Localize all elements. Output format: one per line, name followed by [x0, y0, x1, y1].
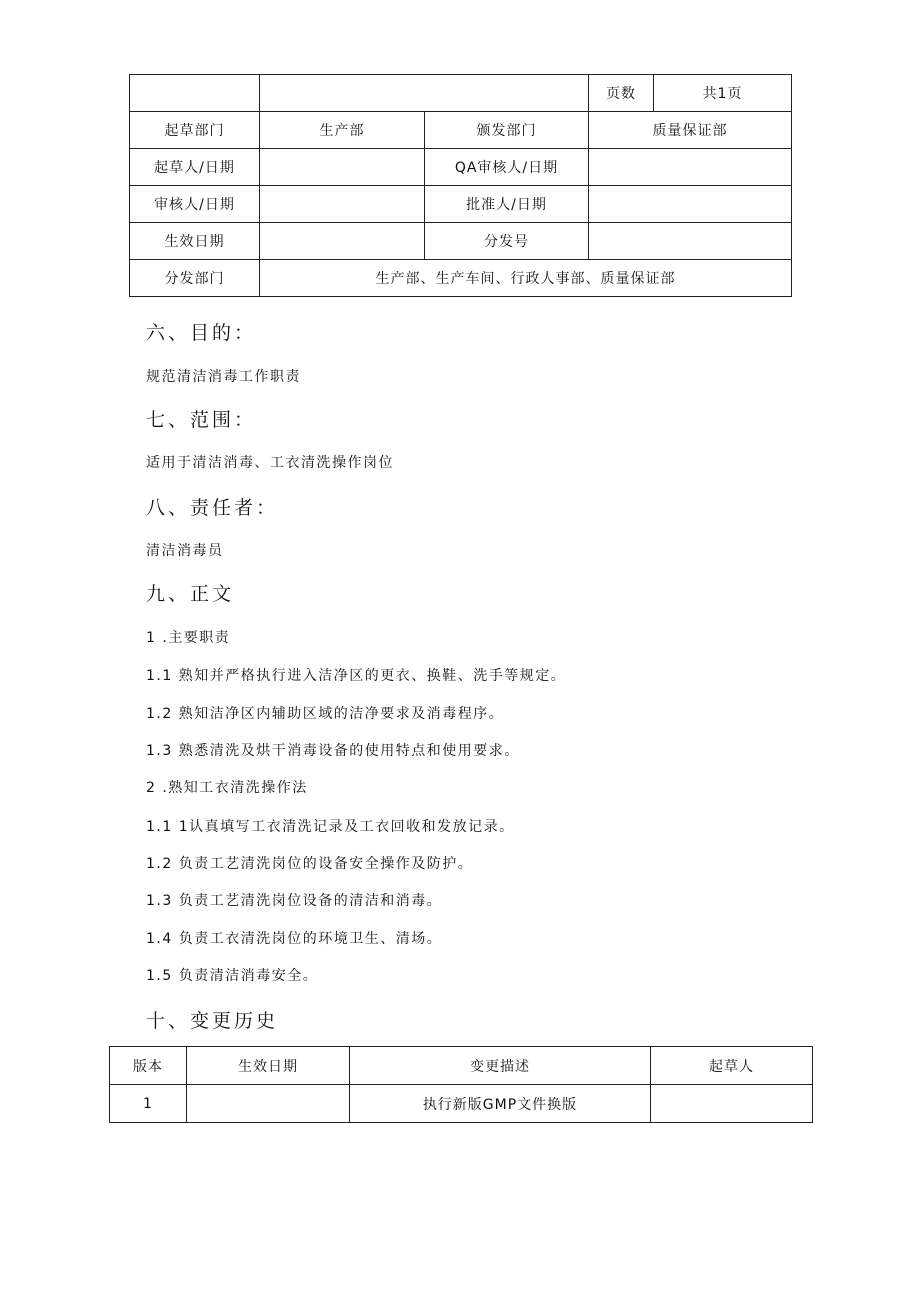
- change-description-cell: 执行新版GMP文件换版: [350, 1085, 651, 1123]
- drafter-label: 起草人/日期: [130, 149, 260, 186]
- table-row: [130, 75, 792, 112]
- qa-reviewer-label: QA审核人/日期: [425, 149, 589, 186]
- scope-heading: 七、范围：: [146, 409, 257, 431]
- column-header: 版本: [110, 1047, 187, 1085]
- reviewer-value: [260, 186, 425, 223]
- qa-reviewer-value: [589, 149, 792, 186]
- body-line: 1.2 负责工艺清洗岗位的设备安全操作及防护。: [146, 856, 474, 872]
- issuing-dept-value: 质量保证部: [589, 112, 792, 149]
- table-row: [130, 260, 792, 297]
- table-row: [130, 149, 792, 186]
- effective-date-cell: [187, 1085, 350, 1123]
- issuing-dept-label: 颁发部门: [425, 112, 589, 149]
- change-history-table: [109, 1046, 813, 1123]
- effective-date-value: [260, 223, 425, 260]
- version-cell: 1: [110, 1085, 187, 1123]
- scope-text: 适用于清洁消毒、工衣清洗操作岗位: [146, 455, 394, 471]
- drafter-cell: [651, 1085, 813, 1123]
- body-line: 1 .主要职责: [146, 630, 231, 646]
- document-header-table: [129, 74, 792, 297]
- blank-cell: [130, 75, 260, 112]
- body-line: 1.3 负责工艺清洗岗位设备的清洁和消毒。: [146, 893, 443, 909]
- body-line: 1.3 熟悉清洗及烘干消毒设备的使用特点和使用要求。: [146, 743, 520, 759]
- table-row: [110, 1085, 813, 1123]
- purpose-text: 规范清洁消毒工作职责: [146, 369, 301, 385]
- blank-cell: [260, 75, 589, 112]
- responsible-text: 清洁消毒员: [146, 543, 224, 559]
- column-header: 起草人: [651, 1047, 813, 1085]
- pages-label: 页数: [589, 75, 654, 112]
- reviewer-label: 审核人/日期: [130, 186, 260, 223]
- table-row: [130, 223, 792, 260]
- purpose-heading: 六、目的：: [146, 322, 257, 344]
- approver-value: [589, 186, 792, 223]
- body-line: 1.4 负责工衣清洗岗位的环境卫生、清场。: [146, 931, 443, 947]
- distribution-dept-label: 分发部门: [130, 260, 260, 297]
- drafting-dept-label: 起草部门: [130, 112, 260, 149]
- history-heading: 十、变更历史: [146, 1010, 279, 1032]
- table-row: [130, 186, 792, 223]
- distribution-no-label: 分发号: [425, 223, 589, 260]
- distribution-dept-value: 生产部、生产车间、行政人事部、质量保证部: [260, 260, 792, 297]
- responsible-heading: 八、责任者：: [146, 497, 279, 519]
- body-line: 1.1 熟知并严格执行进入洁净区的更衣、换鞋、洗手等规定。: [146, 668, 567, 684]
- table-header-row: [110, 1047, 813, 1085]
- table-row: [130, 112, 792, 149]
- body-line: 1.1 1认真填写工衣清洗记录及工衣回收和发放记录。: [146, 819, 515, 835]
- body-line: 2 .熟知工衣清洗操作法: [146, 780, 308, 796]
- body-heading: 九、正文: [146, 583, 235, 605]
- column-header: 变更描述: [350, 1047, 651, 1085]
- effective-date-label: 生效日期: [130, 223, 260, 260]
- body-line: 1.5 负责清洁消毒安全。: [146, 968, 319, 984]
- drafter-value: [260, 149, 425, 186]
- approver-label: 批准人/日期: [425, 186, 589, 223]
- distribution-no-value: [589, 223, 792, 260]
- body-line: 1.2 熟知洁净区内辅助区域的洁净要求及消毒程序。: [146, 706, 505, 722]
- column-header: 生效日期: [187, 1047, 350, 1085]
- pages-value: 共1页: [654, 75, 792, 112]
- drafting-dept-value: 生产部: [260, 112, 425, 149]
